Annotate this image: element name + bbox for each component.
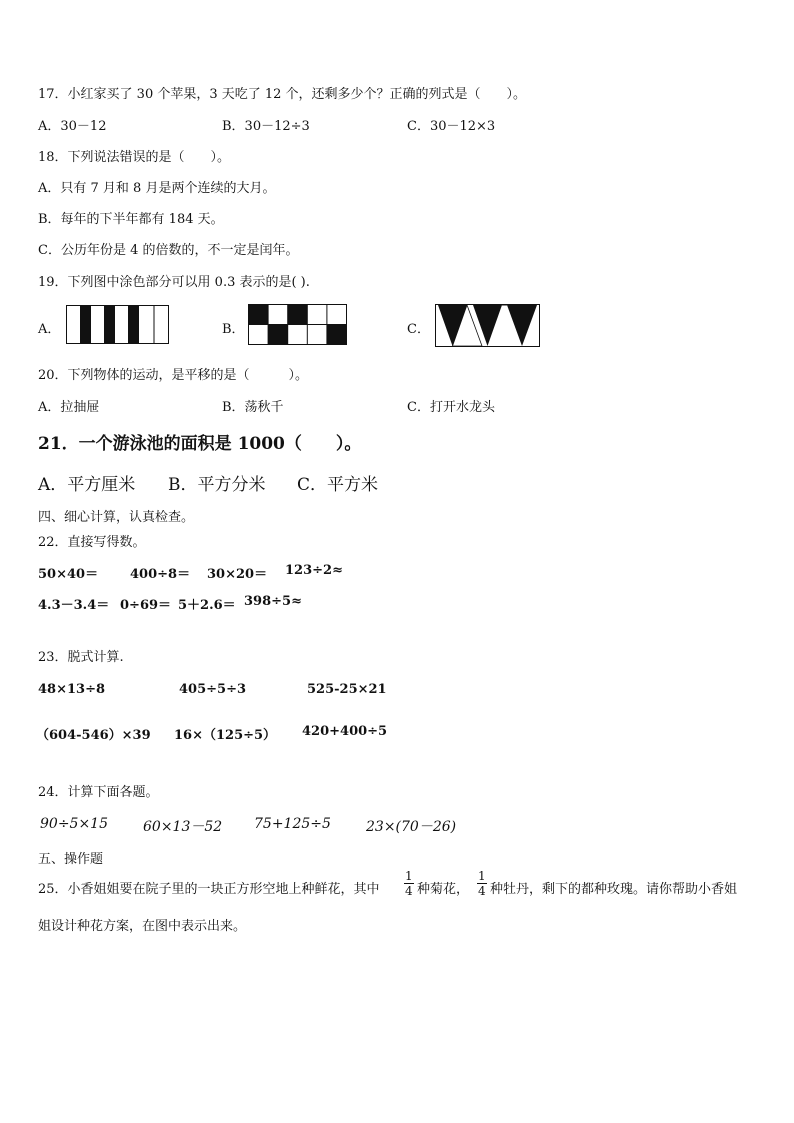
q20-option-a: A．拉抽屉 (38, 400, 100, 415)
q22-item: 398÷5≈ (244, 594, 302, 609)
q24-item: 23×(70－26) (366, 819, 457, 835)
q19-figure-c (435, 304, 541, 348)
q22-item: 400÷8＝ (130, 567, 191, 582)
figure-a-stripe-1 (80, 306, 91, 344)
q25-text-part3: 种牡丹，剩下的都种玫瑰。请你帮助小香姐 (490, 882, 738, 897)
q22-item: 4.3－3.4＝ (38, 598, 110, 613)
figure-a-stripe-3 (128, 306, 139, 344)
q24-item: 75+125÷5 (254, 816, 331, 832)
q19-label-b: B． (222, 322, 245, 337)
q21-option-b: B．平方分米 (168, 475, 266, 495)
q25-text-line2: 姐设计种花方案，在图中表示出来。 (38, 919, 247, 934)
fraction-denominator: 4 (478, 884, 486, 898)
q23-item: 48×13÷8 (38, 682, 106, 697)
q17-stem: 17．小红家买了 30 个苹果，3 天吃了 12 个，还剩多少个？正确的列式是（ ）。 (38, 87, 527, 102)
q25-fraction-peony (477, 869, 487, 898)
q20-stem: 20．下列物体的运动，是平移的是（ ）。 (38, 368, 309, 383)
q22-item: 123÷2≈ (285, 563, 343, 578)
fraction-numerator: 1 (405, 869, 413, 883)
q22-item: 5＋2.6＝ (178, 598, 236, 613)
q22-item: 30×20＝ (207, 567, 268, 582)
q23-item: 420+400÷5 (302, 724, 388, 739)
q22-item: 0÷69＝ (120, 598, 172, 613)
q24-item: 60×13－52 (143, 819, 223, 835)
q22-item: 50×40＝ (38, 567, 99, 582)
q17-option-a: A．30－12 (38, 119, 107, 134)
q20-option-b: B．荡秋千 (222, 400, 284, 415)
q23-item: 405÷5÷3 (179, 682, 247, 697)
q23-item: （604-546）×39 (36, 728, 151, 743)
q24-stem: 24．计算下面各题。 (38, 785, 159, 800)
q18-option-c: C．公历年份是 4 的倍数的，不一定是闰年。 (38, 243, 299, 258)
q18-option-a: A．只有 7 月和 8 月是两个连续的大月。 (38, 181, 276, 196)
q21-option-c: C．平方米 (297, 475, 379, 495)
q25-fraction-chrysanthemum (404, 869, 414, 898)
q22-stem: 22．直接写得数。 (38, 535, 146, 550)
section-four-heading: 四、细心计算，认真检查。 (38, 510, 195, 525)
q24-item: 90÷5×15 (40, 816, 108, 832)
q19-label-c: C． (407, 322, 430, 337)
fraction-numerator: 1 (478, 869, 486, 883)
q18-stem: 18．下列说法错误的是（ ）。 (38, 150, 231, 165)
q23-item: 525-25×21 (307, 682, 387, 697)
q23-stem: 23．脱式计算. (38, 650, 124, 665)
section-five-heading: 五、操作题 (38, 852, 104, 867)
q20-option-c: C．打开水龙头 (407, 400, 495, 415)
fraction-denominator: 4 (405, 884, 413, 898)
q17-option-b: B．30－12÷3 (222, 119, 310, 134)
q21-option-a: A．平方厘米 (38, 475, 136, 495)
q23-item: 16×（125÷5） (174, 728, 277, 743)
q25-text-part1: 25．小香姐姐要在院子里的一块正方形空地上种鲜花，其中 (38, 882, 380, 897)
q18-option-b: B．每年的下半年都有 184 天。 (38, 212, 224, 227)
q17-option-c: C．30－12×3 (407, 119, 496, 134)
figure-a-stripe-2 (104, 306, 115, 344)
q19-label-a: A． (38, 322, 61, 337)
q19-figure-b (248, 304, 348, 346)
q19-figure-a (66, 305, 170, 345)
q21-stem: 21．一个游泳池的面积是 1000（ ）。 (38, 434, 362, 454)
q19-stem: 19．下列图中涂色部分可以用 0.3 表示的是( ). (38, 275, 310, 290)
q25-text-part2: 种菊花， (417, 882, 470, 897)
